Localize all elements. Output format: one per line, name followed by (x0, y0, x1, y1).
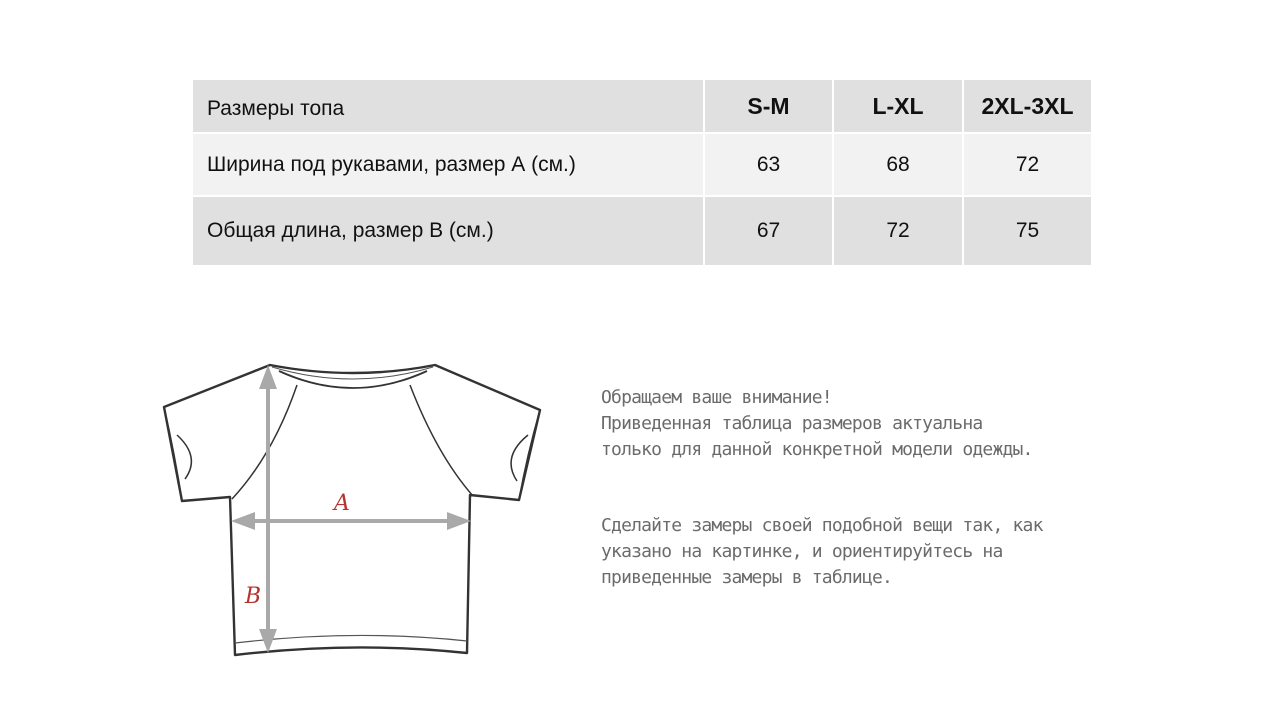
size-notice (601, 385, 1161, 591)
table-cell: 68 (832, 132, 962, 195)
size-header-s-m: S-M (703, 80, 832, 132)
size-header-l-xl: L-XL (832, 80, 962, 132)
notice-paragraph-2 (601, 513, 1161, 591)
notice-line: Приведенная таблица размеров актуальна (601, 413, 983, 434)
table-cell: 75 (962, 195, 1091, 265)
table-header-row (193, 80, 1091, 132)
notice-line: Сделайте замеры своей подобной вещи так, как (601, 515, 1043, 536)
width-marker-label: A (334, 491, 350, 516)
notice-line: указано на картинке, и ориентируйтесь на (601, 541, 1003, 562)
tshirt-outline (164, 365, 540, 655)
row-label-length: Общая длина, размер В (см.) (193, 195, 703, 265)
notice-paragraph-1 (601, 385, 1161, 463)
notice-line: Обращаем ваше внимание! (601, 387, 832, 408)
notice-line: приведенные замеры в таблице. (601, 567, 893, 588)
header-label: Размеры топа (193, 80, 703, 132)
table-cell: 67 (703, 195, 832, 265)
notice-line: только для данной конкретной модели одежды. (601, 439, 1033, 460)
row-label-width: Ширина под рукавами, размер А (см.) (193, 132, 703, 195)
table-cell: 72 (832, 195, 962, 265)
table-row (193, 195, 1091, 265)
size-table (193, 80, 1091, 265)
tshirt-measurement-diagram (155, 355, 555, 665)
table-cell: 63 (703, 132, 832, 195)
length-marker-label: B (244, 584, 262, 609)
table-row (193, 132, 1091, 195)
table-cell: 72 (962, 132, 1091, 195)
size-header-2xl-3xl: 2XL-3XL (962, 80, 1091, 132)
